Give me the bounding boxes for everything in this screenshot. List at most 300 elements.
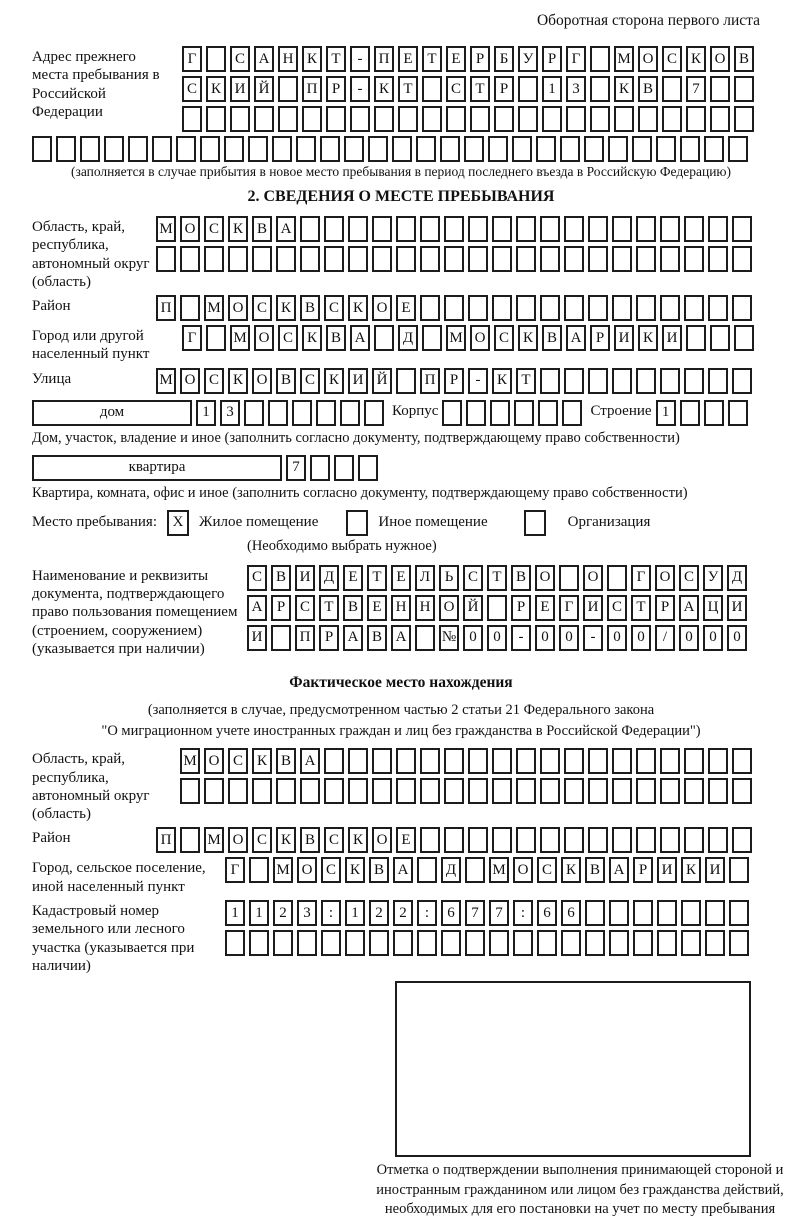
char-cell[interactable] [584, 136, 604, 162]
char-cell[interactable]: С [463, 565, 483, 591]
char-cell[interactable]: Т [516, 368, 536, 394]
char-cell[interactable]: О [470, 325, 490, 351]
char-cell[interactable]: Р [271, 595, 291, 621]
char-cell[interactable] [732, 827, 752, 853]
char-cell[interactable] [324, 216, 344, 242]
residence-checkbox-zhiloe[interactable]: X [167, 510, 189, 536]
char-cell[interactable] [334, 455, 354, 481]
char-cell[interactable] [268, 400, 288, 426]
char-cell[interactable]: Е [343, 565, 363, 591]
char-cell[interactable]: С [321, 857, 341, 883]
char-cell[interactable] [684, 368, 704, 394]
char-cell[interactable] [417, 857, 437, 883]
char-cell[interactable]: С [494, 325, 514, 351]
char-cell[interactable]: Р [444, 368, 464, 394]
char-cell[interactable]: Д [319, 565, 339, 591]
char-cell[interactable] [540, 368, 560, 394]
char-cell[interactable] [180, 778, 200, 804]
char-cell[interactable] [420, 295, 440, 321]
char-cell[interactable]: Р [494, 76, 514, 102]
char-cell[interactable] [204, 778, 224, 804]
char-cell[interactable] [684, 748, 704, 774]
char-cell[interactable]: И [614, 325, 634, 351]
char-cell[interactable] [516, 748, 536, 774]
char-cell[interactable] [396, 246, 416, 272]
char-cell[interactable]: Т [631, 595, 651, 621]
char-cell[interactable] [156, 246, 176, 272]
char-cell[interactable]: И [295, 565, 315, 591]
char-cell[interactable]: - [350, 76, 370, 102]
char-cell[interactable] [588, 827, 608, 853]
char-cell[interactable] [564, 748, 584, 774]
char-cell[interactable] [348, 246, 368, 272]
char-cell[interactable]: 7 [686, 76, 706, 102]
char-cell[interactable]: К [276, 827, 296, 853]
char-cell[interactable]: А [609, 857, 629, 883]
char-cell[interactable]: О [372, 295, 392, 321]
char-cell[interactable]: Е [396, 827, 416, 853]
char-cell[interactable]: В [300, 827, 320, 853]
char-cell[interactable]: И [247, 625, 267, 651]
char-cell[interactable] [564, 295, 584, 321]
char-cell[interactable] [566, 106, 586, 132]
char-cell[interactable] [492, 827, 512, 853]
char-cell[interactable]: К [492, 368, 512, 394]
char-cell[interactable] [326, 106, 346, 132]
char-cell[interactable]: № [439, 625, 459, 651]
char-cell[interactable] [344, 136, 364, 162]
char-cell[interactable] [104, 136, 124, 162]
char-cell[interactable] [657, 900, 677, 926]
char-cell[interactable] [369, 930, 389, 956]
char-cell[interactable]: К [614, 76, 634, 102]
char-cell[interactable]: 6 [561, 900, 581, 926]
char-cell[interactable]: Е [391, 565, 411, 591]
char-cell[interactable]: О [439, 595, 459, 621]
char-cell[interactable] [732, 778, 752, 804]
char-cell[interactable]: В [343, 595, 363, 621]
char-cell[interactable]: А [391, 625, 411, 651]
char-cell[interactable] [182, 106, 202, 132]
char-cell[interactable] [297, 930, 317, 956]
char-cell[interactable]: - [350, 46, 370, 72]
char-cell[interactable]: Е [535, 595, 555, 621]
char-cell[interactable]: : [321, 900, 341, 926]
char-cell[interactable]: А [300, 748, 320, 774]
char-cell[interactable] [708, 368, 728, 394]
char-cell[interactable] [345, 930, 365, 956]
char-cell[interactable]: П [295, 625, 315, 651]
char-cell[interactable] [152, 136, 172, 162]
char-cell[interactable]: В [734, 46, 754, 72]
char-cell[interactable] [636, 748, 656, 774]
char-cell[interactable]: О [228, 295, 248, 321]
char-cell[interactable] [417, 930, 437, 956]
char-cell[interactable]: Р [542, 46, 562, 72]
char-cell[interactable] [254, 106, 274, 132]
char-cell[interactable] [590, 106, 610, 132]
char-cell[interactable] [372, 216, 392, 242]
char-cell[interactable] [660, 216, 680, 242]
char-cell[interactable]: К [348, 295, 368, 321]
char-cell[interactable] [710, 76, 730, 102]
char-cell[interactable]: А [393, 857, 413, 883]
char-cell[interactable] [590, 76, 610, 102]
char-cell[interactable]: Г [182, 46, 202, 72]
char-cell[interactable] [374, 325, 394, 351]
char-cell[interactable] [56, 136, 76, 162]
char-cell[interactable] [512, 136, 532, 162]
char-cell[interactable] [321, 930, 341, 956]
char-cell[interactable]: К [324, 368, 344, 394]
char-cell[interactable]: К [345, 857, 365, 883]
char-cell[interactable]: М [489, 857, 509, 883]
char-cell[interactable] [224, 136, 244, 162]
char-cell[interactable] [465, 857, 485, 883]
char-cell[interactable]: М [204, 827, 224, 853]
char-cell[interactable] [612, 827, 632, 853]
char-cell[interactable] [636, 778, 656, 804]
char-cell[interactable] [612, 246, 632, 272]
char-cell[interactable]: П [374, 46, 394, 72]
char-cell[interactable]: Д [727, 565, 747, 591]
char-cell[interactable] [228, 246, 248, 272]
char-cell[interactable] [180, 827, 200, 853]
char-cell[interactable]: 3 [566, 76, 586, 102]
char-cell[interactable] [422, 106, 442, 132]
char-cell[interactable] [180, 295, 200, 321]
char-cell[interactable]: А [276, 216, 296, 242]
char-cell[interactable] [368, 136, 388, 162]
char-cell[interactable] [540, 748, 560, 774]
char-cell[interactable]: 1 [249, 900, 269, 926]
char-cell[interactable] [662, 106, 682, 132]
char-cell[interactable] [364, 400, 384, 426]
char-cell[interactable] [681, 930, 701, 956]
char-cell[interactable] [636, 295, 656, 321]
char-cell[interactable] [708, 216, 728, 242]
char-cell[interactable]: 3 [220, 400, 240, 426]
char-cell[interactable] [585, 900, 605, 926]
char-cell[interactable] [416, 136, 436, 162]
char-cell[interactable]: К [518, 325, 538, 351]
char-cell[interactable]: О [583, 565, 603, 591]
char-cell[interactable] [588, 748, 608, 774]
char-cell[interactable]: В [585, 857, 605, 883]
char-cell[interactable]: А [254, 46, 274, 72]
char-cell[interactable]: С [252, 827, 272, 853]
char-cell[interactable] [564, 246, 584, 272]
char-cell[interactable] [32, 136, 52, 162]
char-cell[interactable] [296, 136, 316, 162]
char-cell[interactable]: С [204, 368, 224, 394]
char-cell[interactable] [468, 748, 488, 774]
char-cell[interactable] [686, 106, 706, 132]
char-cell[interactable]: О [513, 857, 533, 883]
char-cell[interactable] [638, 106, 658, 132]
char-cell[interactable] [396, 778, 416, 804]
residence-checkbox-inoe[interactable] [346, 510, 368, 536]
char-cell[interactable]: У [703, 565, 723, 591]
char-cell[interactable] [704, 400, 724, 426]
char-cell[interactable] [660, 778, 680, 804]
char-cell[interactable] [729, 930, 749, 956]
char-cell[interactable]: В [367, 625, 387, 651]
char-cell[interactable] [732, 246, 752, 272]
char-cell[interactable]: Л [415, 565, 435, 591]
char-cell[interactable] [444, 748, 464, 774]
char-cell[interactable] [680, 136, 700, 162]
char-cell[interactable] [660, 827, 680, 853]
char-cell[interactable] [276, 778, 296, 804]
char-cell[interactable] [300, 246, 320, 272]
char-cell[interactable] [228, 778, 248, 804]
char-cell[interactable] [516, 295, 536, 321]
char-cell[interactable]: 0 [535, 625, 555, 651]
char-cell[interactable] [358, 455, 378, 481]
char-cell[interactable]: О [180, 368, 200, 394]
char-cell[interactable]: О [252, 368, 272, 394]
char-cell[interactable]: О [254, 325, 274, 351]
char-cell[interactable]: Е [367, 595, 387, 621]
char-cell[interactable] [588, 778, 608, 804]
char-cell[interactable] [470, 106, 490, 132]
char-cell[interactable]: 0 [631, 625, 651, 651]
char-cell[interactable]: Й [254, 76, 274, 102]
char-cell[interactable] [128, 136, 148, 162]
char-cell[interactable] [732, 295, 752, 321]
char-cell[interactable] [732, 216, 752, 242]
char-cell[interactable]: С [324, 295, 344, 321]
char-cell[interactable]: Р [326, 76, 346, 102]
char-cell[interactable]: Г [225, 857, 245, 883]
char-cell[interactable] [518, 106, 538, 132]
char-cell[interactable] [704, 136, 724, 162]
char-cell[interactable] [516, 827, 536, 853]
char-cell[interactable]: К [638, 325, 658, 351]
char-cell[interactable] [559, 565, 579, 591]
char-cell[interactable]: 2 [369, 900, 389, 926]
char-cell[interactable] [609, 900, 629, 926]
char-cell[interactable]: 0 [487, 625, 507, 651]
char-cell[interactable]: Б [494, 46, 514, 72]
char-cell[interactable] [204, 246, 224, 272]
char-cell[interactable] [300, 216, 320, 242]
char-cell[interactable] [636, 368, 656, 394]
char-cell[interactable]: В [276, 368, 296, 394]
char-cell[interactable] [705, 930, 725, 956]
char-cell[interactable] [708, 827, 728, 853]
char-cell[interactable]: : [513, 900, 533, 926]
char-cell[interactable]: О [228, 827, 248, 853]
char-cell[interactable]: С [537, 857, 557, 883]
char-cell[interactable]: 1 [196, 400, 216, 426]
char-cell[interactable] [560, 136, 580, 162]
char-cell[interactable] [244, 400, 264, 426]
char-cell[interactable]: А [343, 625, 363, 651]
char-cell[interactable]: М [614, 46, 634, 72]
char-cell[interactable] [514, 400, 534, 426]
char-cell[interactable]: К [206, 76, 226, 102]
char-cell[interactable]: А [247, 595, 267, 621]
char-cell[interactable] [588, 368, 608, 394]
char-cell[interactable] [562, 400, 582, 426]
char-cell[interactable] [609, 930, 629, 956]
char-cell[interactable] [612, 748, 632, 774]
char-cell[interactable]: С [607, 595, 627, 621]
char-cell[interactable]: 2 [273, 900, 293, 926]
char-cell[interactable] [632, 136, 652, 162]
char-cell[interactable]: Й [372, 368, 392, 394]
char-cell[interactable] [272, 136, 292, 162]
char-cell[interactable] [420, 246, 440, 272]
char-cell[interactable]: О [180, 216, 200, 242]
char-cell[interactable] [684, 778, 704, 804]
char-cell[interactable]: Е [396, 295, 416, 321]
char-cell[interactable]: В [252, 216, 272, 242]
char-cell[interactable] [732, 368, 752, 394]
char-cell[interactable] [468, 827, 488, 853]
residence-checkbox-org[interactable] [524, 510, 546, 536]
char-cell[interactable] [656, 136, 676, 162]
char-cell[interactable] [324, 778, 344, 804]
char-cell[interactable]: С [679, 565, 699, 591]
char-cell[interactable] [80, 136, 100, 162]
char-cell[interactable] [608, 136, 628, 162]
char-cell[interactable]: 0 [727, 625, 747, 651]
char-cell[interactable]: / [655, 625, 675, 651]
char-cell[interactable] [252, 246, 272, 272]
char-cell[interactable]: Р [319, 625, 339, 651]
char-cell[interactable] [180, 246, 200, 272]
char-cell[interactable]: К [686, 46, 706, 72]
char-cell[interactable]: И [662, 325, 682, 351]
char-cell[interactable]: Ц [703, 595, 723, 621]
char-cell[interactable] [684, 295, 704, 321]
char-cell[interactable] [732, 748, 752, 774]
char-cell[interactable] [466, 400, 486, 426]
char-cell[interactable]: П [420, 368, 440, 394]
char-cell[interactable]: И [230, 76, 250, 102]
char-cell[interactable]: Д [398, 325, 418, 351]
char-cell[interactable] [660, 748, 680, 774]
char-cell[interactable] [249, 930, 269, 956]
char-cell[interactable] [492, 295, 512, 321]
char-cell[interactable]: С [295, 595, 315, 621]
char-cell[interactable]: П [302, 76, 322, 102]
char-cell[interactable] [396, 368, 416, 394]
char-cell[interactable]: В [638, 76, 658, 102]
char-cell[interactable]: Т [398, 76, 418, 102]
char-cell[interactable]: 0 [463, 625, 483, 651]
char-cell[interactable] [684, 246, 704, 272]
char-cell[interactable]: К [252, 748, 272, 774]
char-cell[interactable]: Г [559, 595, 579, 621]
char-cell[interactable]: 6 [537, 900, 557, 926]
char-cell[interactable] [612, 778, 632, 804]
char-cell[interactable] [708, 246, 728, 272]
char-cell[interactable]: С [228, 748, 248, 774]
char-cell[interactable] [464, 136, 484, 162]
char-cell[interactable]: К [348, 827, 368, 853]
char-cell[interactable] [633, 900, 653, 926]
char-cell[interactable] [446, 106, 466, 132]
char-cell[interactable] [488, 136, 508, 162]
char-cell[interactable]: О [710, 46, 730, 72]
char-cell[interactable] [372, 778, 392, 804]
char-cell[interactable] [420, 216, 440, 242]
char-cell[interactable] [444, 827, 464, 853]
char-cell[interactable]: - [583, 625, 603, 651]
char-cell[interactable] [660, 368, 680, 394]
char-cell[interactable] [492, 748, 512, 774]
char-cell[interactable] [292, 400, 312, 426]
char-cell[interactable] [516, 216, 536, 242]
char-cell[interactable]: 2 [393, 900, 413, 926]
char-cell[interactable]: К [374, 76, 394, 102]
char-cell[interactable] [310, 455, 330, 481]
char-cell[interactable]: С [247, 565, 267, 591]
char-cell[interactable] [396, 748, 416, 774]
char-cell[interactable]: Т [487, 565, 507, 591]
char-cell[interactable]: Т [367, 565, 387, 591]
char-cell[interactable] [422, 76, 442, 102]
char-cell[interactable]: И [705, 857, 725, 883]
char-cell[interactable] [540, 778, 560, 804]
char-cell[interactable]: К [302, 46, 322, 72]
char-cell[interactable] [248, 136, 268, 162]
char-cell[interactable] [249, 857, 269, 883]
char-cell[interactable]: В [511, 565, 531, 591]
char-cell[interactable]: О [655, 565, 675, 591]
char-cell[interactable]: 6 [441, 900, 461, 926]
char-cell[interactable]: К [228, 216, 248, 242]
char-cell[interactable] [537, 930, 557, 956]
char-cell[interactable] [612, 216, 632, 242]
char-cell[interactable] [588, 246, 608, 272]
char-cell[interactable]: В [369, 857, 389, 883]
char-cell[interactable]: У [518, 46, 538, 72]
char-cell[interactable] [536, 136, 556, 162]
char-cell[interactable] [278, 106, 298, 132]
char-cell[interactable]: : [417, 900, 437, 926]
char-cell[interactable] [708, 778, 728, 804]
char-cell[interactable] [444, 778, 464, 804]
char-cell[interactable]: Й [463, 595, 483, 621]
char-cell[interactable]: В [326, 325, 346, 351]
char-cell[interactable] [585, 930, 605, 956]
char-cell[interactable]: С [182, 76, 202, 102]
char-cell[interactable]: Т [422, 46, 442, 72]
char-cell[interactable] [316, 400, 336, 426]
char-cell[interactable] [729, 900, 749, 926]
char-cell[interactable]: 3 [297, 900, 317, 926]
char-cell[interactable] [489, 930, 509, 956]
char-cell[interactable] [320, 136, 340, 162]
char-cell[interactable] [487, 595, 507, 621]
char-cell[interactable] [513, 930, 533, 956]
char-cell[interactable] [348, 778, 368, 804]
char-cell[interactable]: Г [566, 46, 586, 72]
char-cell[interactable]: С [446, 76, 466, 102]
char-cell[interactable]: С [324, 827, 344, 853]
char-cell[interactable]: 0 [607, 625, 627, 651]
char-cell[interactable]: 7 [286, 455, 306, 481]
char-cell[interactable] [729, 857, 749, 883]
char-cell[interactable]: К [561, 857, 581, 883]
char-cell[interactable] [374, 106, 394, 132]
char-cell[interactable]: И [583, 595, 603, 621]
